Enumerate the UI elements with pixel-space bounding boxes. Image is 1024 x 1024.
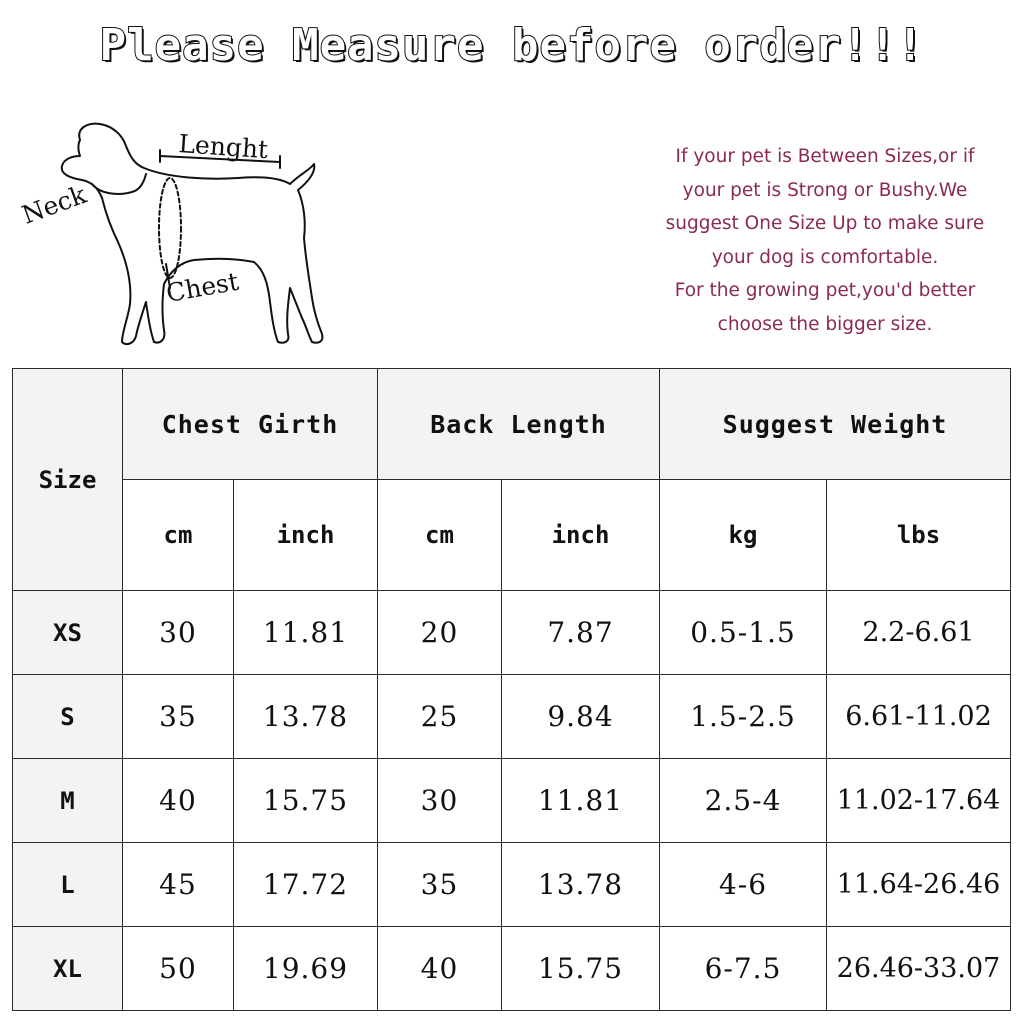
table-row — [13, 843, 1011, 927]
unit-header: kg — [660, 480, 827, 591]
size-cell: M — [13, 759, 123, 843]
sizing-advice-line: your pet is Strong or Bushy.We — [682, 179, 968, 201]
chest-girth-header: Chest Girth — [123, 369, 378, 480]
length-label: Lenght — [177, 129, 270, 165]
page-title: Please Measure before order!!! — [99, 20, 925, 71]
size-cell: S — [13, 675, 123, 759]
suggest-weight-header: Suggest Weight — [660, 369, 1011, 480]
weight-lbs-cell: 2.2-6.61 — [827, 591, 1011, 675]
back-inch-cell: 13.78 — [502, 843, 660, 927]
dog-measurement-diagram — [18, 112, 328, 362]
chest-inch-cell: 11.81 — [234, 591, 378, 675]
size-cell: XS — [13, 591, 123, 675]
size-header: Size — [13, 369, 123, 591]
back-cm-cell: 20 — [378, 591, 502, 675]
chest-inch-cell: 15.75 — [234, 759, 378, 843]
sizing-advice — [640, 140, 1010, 341]
size-chart-table — [12, 368, 1011, 1011]
sizing-advice-line: If your pet is Between Sizes,or if — [675, 146, 975, 167]
weight-kg-cell: 6-7.5 — [660, 927, 827, 1011]
back-inch-cell: 9.84 — [502, 675, 660, 759]
weight-kg-cell: 4-6 — [660, 843, 827, 927]
sizing-advice-line: suggest One Size Up to make sure — [665, 213, 985, 234]
weight-lbs-cell: 26.46-33.07 — [827, 927, 1011, 1011]
back-length-header: Back Length — [378, 369, 660, 480]
back-cm-cell: 35 — [378, 843, 502, 927]
chest-cm-cell: 35 — [123, 675, 234, 759]
unit-header: cm — [123, 480, 234, 591]
weight-lbs-cell: 11.02-17.64 — [827, 759, 1011, 843]
sizing-advice-line: For the growing pet,you'd better — [674, 280, 976, 301]
unit-header: cm — [378, 480, 502, 591]
back-inch-cell: 15.75 — [502, 927, 660, 1011]
chest-inch-cell: 17.72 — [234, 843, 378, 927]
weight-kg-cell: 2.5-4 — [660, 759, 827, 843]
chest-cm-cell: 45 — [123, 843, 234, 927]
back-cm-cell: 30 — [378, 759, 502, 843]
size-cell: L — [13, 843, 123, 927]
chest-cm-cell: 50 — [123, 927, 234, 1011]
chest-inch-cell: 13.78 — [234, 675, 378, 759]
chest-label: Chest — [164, 266, 241, 308]
weight-kg-cell: 0.5-1.5 — [660, 591, 827, 675]
table-row — [13, 675, 1011, 759]
chest-cm-cell: 30 — [123, 591, 234, 675]
sizing-advice-line: your dog is comfortable. — [711, 246, 939, 268]
weight-lbs-cell: 6.61-11.02 — [827, 675, 1011, 759]
back-inch-cell: 7.87 — [502, 591, 660, 675]
weight-kg-cell: 1.5-2.5 — [660, 675, 827, 759]
back-cm-cell: 25 — [378, 675, 502, 759]
chest-inch-cell: 19.69 — [234, 927, 378, 1011]
back-cm-cell: 40 — [378, 927, 502, 1011]
sizing-advice-line: choose the bigger size. — [717, 313, 933, 335]
table-row — [13, 591, 1011, 675]
table-row — [13, 927, 1011, 1011]
back-inch-cell: 11.81 — [502, 759, 660, 843]
unit-header: inch — [234, 480, 378, 591]
weight-lbs-cell: 11.64-26.46 — [827, 843, 1011, 927]
chest-cm-cell: 40 — [123, 759, 234, 843]
unit-header: inch — [502, 480, 660, 591]
unit-header: lbs — [827, 480, 1011, 591]
size-cell: XL — [13, 927, 123, 1011]
table-row — [13, 759, 1011, 843]
neck-label: Neck — [18, 179, 90, 230]
